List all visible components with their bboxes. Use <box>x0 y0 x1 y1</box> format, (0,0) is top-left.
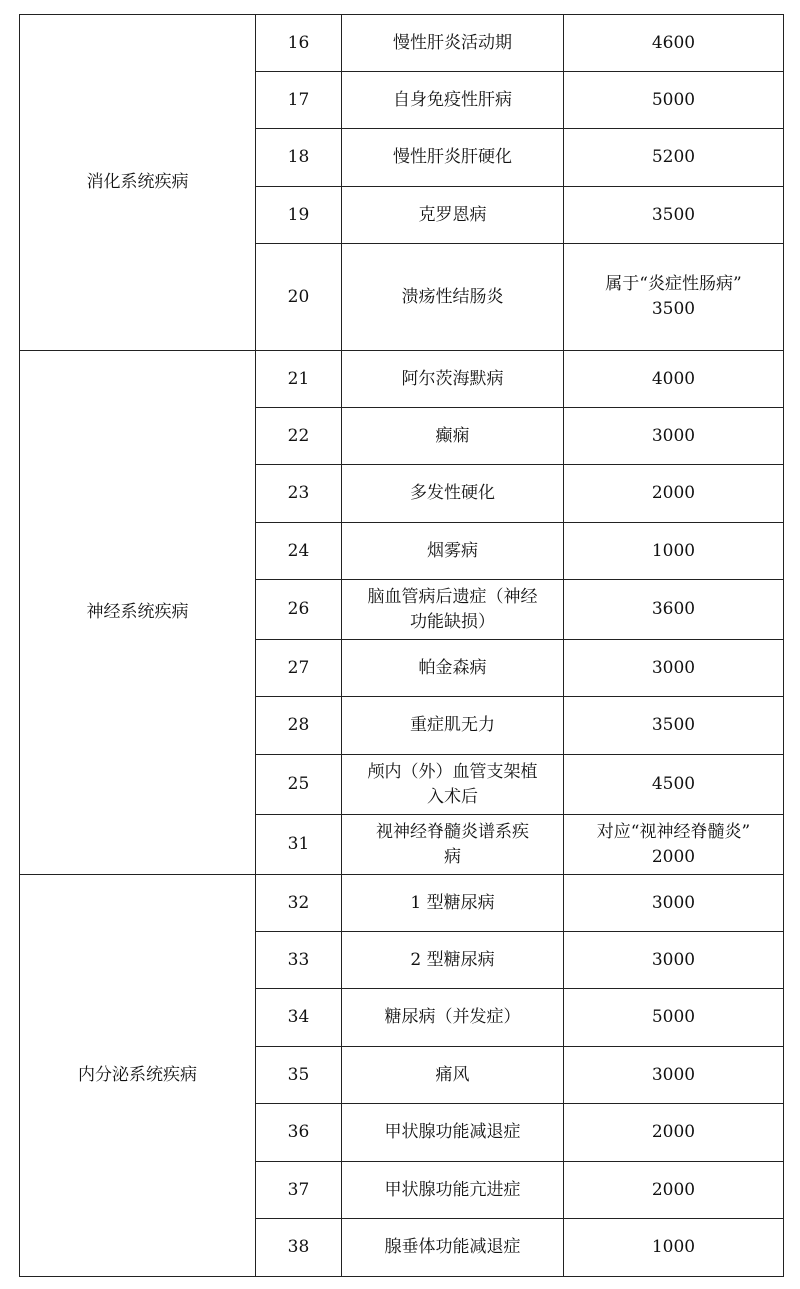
disease-name-cell <box>342 523 564 580</box>
limit-value-cell <box>564 408 784 465</box>
disease-name-cell <box>342 580 564 640</box>
limit-value-cell <box>564 523 784 580</box>
category-cell: 内分泌系统疾病 <box>20 875 256 1277</box>
disease-table <box>19 14 784 1277</box>
limit-value-text: 3000 <box>651 1064 696 1085</box>
row-number-cell: 36 <box>256 1104 342 1162</box>
limit-value-text: 3500 <box>651 299 696 319</box>
disease-name-cell <box>342 989 564 1047</box>
row-number-cell: 35 <box>256 1047 342 1104</box>
disease-name-text: 克罗恩病 <box>418 204 487 225</box>
disease-name-text: 重症肌无力 <box>410 715 495 735</box>
disease-name-cell <box>342 1219 564 1277</box>
row-number-cell: 38 <box>256 1219 342 1277</box>
limit-value-text: 3000 <box>651 657 696 678</box>
limit-value-cell <box>564 1219 784 1277</box>
row-number-cell: 33 <box>256 932 342 989</box>
limit-value-cell <box>564 1104 784 1162</box>
category-cell: 消化系统疾病 <box>20 15 256 351</box>
disease-name-cell <box>342 1047 564 1104</box>
disease-name-cell <box>342 351 564 408</box>
disease-name-cell <box>342 465 564 523</box>
disease-name-text: 糖尿病（并发症） <box>384 1007 521 1027</box>
row-number-cell: 25 <box>256 755 342 815</box>
limit-value-cell <box>564 697 784 755</box>
table-row <box>20 875 784 932</box>
table-row <box>20 15 784 72</box>
row-number-cell: 23 <box>256 465 342 523</box>
limit-value-text: 4600 <box>651 32 696 53</box>
limit-value-text: 2000 <box>651 1122 696 1142</box>
row-number-cell: 28 <box>256 697 342 755</box>
limit-value-cell <box>564 875 784 932</box>
row-number-cell: 34 <box>256 989 342 1047</box>
row-number-cell: 31 <box>256 815 342 875</box>
disease-name-cell <box>342 875 564 932</box>
limit-value-cell <box>564 129 784 187</box>
disease-name-text: 帕金森病 <box>418 657 487 678</box>
row-number-cell: 16 <box>256 15 342 72</box>
disease-name-text: 功能缺损） <box>410 611 495 632</box>
row-number-cell: 37 <box>256 1162 342 1219</box>
limit-value-text: 4000 <box>651 368 696 389</box>
limit-value-text: 3000 <box>651 892 696 913</box>
limit-value-text: 2000 <box>651 846 696 867</box>
row-number-cell: 26 <box>256 580 342 640</box>
disease-name-text: 痛风 <box>435 1064 470 1085</box>
disease-table-body <box>20 15 784 1277</box>
row-number-cell: 27 <box>256 640 342 697</box>
disease-name-text: 入术后 <box>427 786 478 807</box>
disease-name-cell <box>342 815 564 875</box>
disease-name-text: 病 <box>444 846 461 867</box>
limit-value-text: 4500 <box>651 774 696 794</box>
disease-name-cell <box>342 1162 564 1219</box>
disease-name-text: 慢性肝炎活动期 <box>393 32 512 53</box>
limit-value-cell <box>564 187 784 244</box>
disease-name-text: 视神经脊髓炎谱系疾 <box>376 821 529 842</box>
limit-value-text: 3000 <box>651 425 696 446</box>
row-number-cell: 22 <box>256 408 342 465</box>
disease-name-text: 阿尔茨海默病 <box>401 368 504 389</box>
limit-value-cell <box>564 465 784 523</box>
disease-name-cell <box>342 640 564 697</box>
row-number-cell: 19 <box>256 187 342 244</box>
limit-value-cell <box>564 640 784 697</box>
limit-value-text: 3600 <box>651 599 696 619</box>
table-row <box>20 351 784 408</box>
disease-name-text: 脑血管病后遗症（神经 <box>367 586 538 607</box>
disease-name-text: 颅内（外）血管支架植 <box>367 761 538 782</box>
disease-name-text: 腺垂体功能减退症 <box>384 1237 521 1257</box>
disease-name-cell <box>342 187 564 244</box>
disease-name-text: 癫痫 <box>435 425 470 446</box>
disease-name-text: 溃疡性结肠炎 <box>401 286 504 307</box>
disease-name-cell <box>342 755 564 815</box>
row-number-cell: 18 <box>256 129 342 187</box>
limit-value-text: 5000 <box>651 1007 696 1027</box>
row-number-cell: 17 <box>256 72 342 129</box>
disease-name-text: 烟雾病 <box>427 540 478 561</box>
limit-value-text: 1000 <box>651 540 696 561</box>
disease-name-cell <box>342 408 564 465</box>
disease-name-cell <box>342 697 564 755</box>
limit-value-cell <box>564 1162 784 1219</box>
limit-value-cell <box>564 72 784 129</box>
disease-name-text: 甲状腺功能减退症 <box>384 1122 521 1142</box>
disease-name-text: 自身免疫性肝病 <box>393 89 512 110</box>
limit-value-cell <box>564 351 784 408</box>
limit-value-cell <box>564 244 784 351</box>
limit-value-cell <box>564 932 784 989</box>
disease-name-cell <box>342 1104 564 1162</box>
limit-value-text: 1000 <box>651 1237 696 1257</box>
limit-value-text: 2000 <box>651 1179 696 1200</box>
disease-name-text: 2 型糖尿病 <box>410 949 495 970</box>
limit-value-cell <box>564 1047 784 1104</box>
disease-name-text: 1 型糖尿病 <box>410 892 495 913</box>
limit-value-text: 3000 <box>651 949 696 970</box>
limit-value-text: 属于“炎症性肠病” <box>605 274 742 294</box>
limit-value-text: 3500 <box>651 715 696 735</box>
disease-name-cell <box>342 129 564 187</box>
limit-value-text: 3500 <box>651 204 696 225</box>
limit-value-cell <box>564 580 784 640</box>
limit-value-cell <box>564 755 784 815</box>
row-number-cell: 32 <box>256 875 342 932</box>
limit-value-cell <box>564 15 784 72</box>
limit-value-text: 2000 <box>651 483 696 503</box>
limit-value-text: 5200 <box>651 147 696 167</box>
disease-name-text: 多发性硬化 <box>410 483 495 503</box>
disease-name-text: 甲状腺功能亢进症 <box>384 1179 521 1200</box>
row-number-cell: 20 <box>256 244 342 351</box>
disease-name-cell <box>342 244 564 351</box>
category-cell: 神经系统疾病 <box>20 351 256 875</box>
limit-value-cell <box>564 815 784 875</box>
disease-name-text: 慢性肝炎肝硬化 <box>393 147 512 167</box>
row-number-cell: 24 <box>256 523 342 580</box>
disease-name-cell <box>342 932 564 989</box>
limit-value-cell <box>564 989 784 1047</box>
disease-name-cell <box>342 72 564 129</box>
disease-name-cell <box>342 15 564 72</box>
row-number-cell: 21 <box>256 351 342 408</box>
limit-value-text: 5000 <box>651 89 696 110</box>
limit-value-text: 对应“视神经脊髓炎” <box>596 821 751 842</box>
